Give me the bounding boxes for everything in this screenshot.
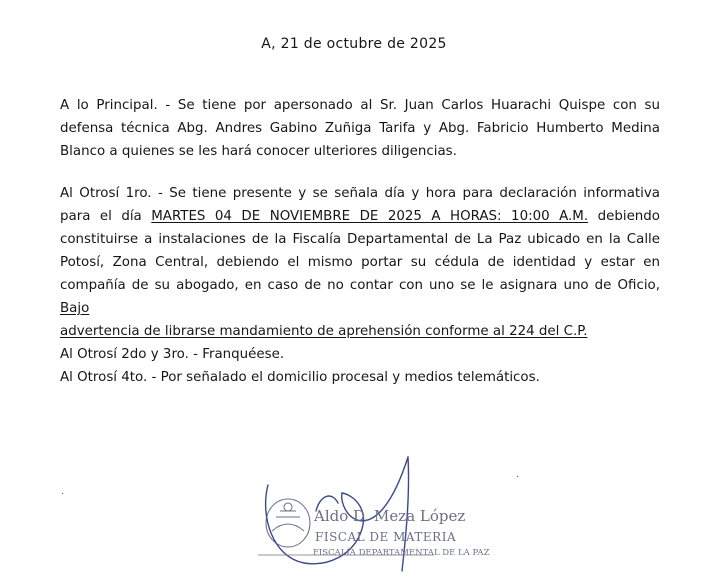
date-line: A, 21 de octubre de 2025 xyxy=(261,36,447,52)
seal-emblem-icon xyxy=(266,499,310,547)
otrosi-1-line-5: compañía de su abogado, en caso de no contar con uno se le asignara uno de Oficio, Bajo xyxy=(60,278,660,316)
otrosi-1-line-3: constituirse a instalaciones de la Fiscalía Departamental de La Paz ubicado en la Calle xyxy=(60,232,660,247)
otrosi-2-label: Al Otrosí 2do y 3ro. xyxy=(60,347,189,362)
otrosi-4-line: Al Otrosí 4to. - Por señalado el domicilio procesal y medios telemáticos. xyxy=(60,370,540,385)
warning-start: Bajo xyxy=(60,301,90,316)
principal-paragraph xyxy=(60,94,660,163)
warning-text: advertencia de librarse mandamiento de aprehensión conforme al 224 del C.P. xyxy=(60,324,588,339)
otrosi-1-line-2: para el día MARTES 04 DE NOVIEMBRE DE 2025 A HORAS: 10:00 A.M. debiendo xyxy=(60,209,660,224)
principal-line-3: Blanco a quienes se les hará conocer ulteriores diligencias. xyxy=(60,144,457,159)
stamp-title: FISCAL DE MATERIA xyxy=(315,530,457,544)
scan-speck: · xyxy=(516,472,520,483)
otrosi-1-line-1: Al Otrosí 1ro. - Se tiene presente y se señala día y hora para declaración informativa xyxy=(60,186,661,201)
stamp-office: FISCALÍA DEPARTAMENTAL DE LA PAZ xyxy=(313,548,490,558)
hearing-date: MARTES 04 DE NOVIEMBRE DE 2025 A HORAS: 10:00 A.M. xyxy=(151,209,589,224)
otrosi-2-line: Al Otrosí 2do y 3ro. - Franquéese. xyxy=(60,347,285,362)
principal-label: A lo Principal. xyxy=(60,98,158,113)
otrosi-1-line-4: Potosí, Zona Central, debiendo el mismo portar su cédula de identidad y estar en xyxy=(60,255,660,270)
principal-line-1: A lo Principal. - Se tiene por apersonado al Sr. Juan Carlos Huarachi Quispe con su xyxy=(60,98,661,113)
scan-speck: · xyxy=(61,489,65,500)
stamp-name: Aldo D. Meza López xyxy=(314,507,466,525)
principal-line-2: defensa técnica Abg. Andres Gabino Zuñiga Tarifa y Abg. Fabricio Humberto Medina xyxy=(60,121,660,136)
otrosi-4-label: Al Otrosí 4to. xyxy=(60,370,148,385)
otrosi-1-paragraph xyxy=(60,182,660,389)
otrosi-1-label: Al Otrosí 1ro. xyxy=(60,186,152,201)
